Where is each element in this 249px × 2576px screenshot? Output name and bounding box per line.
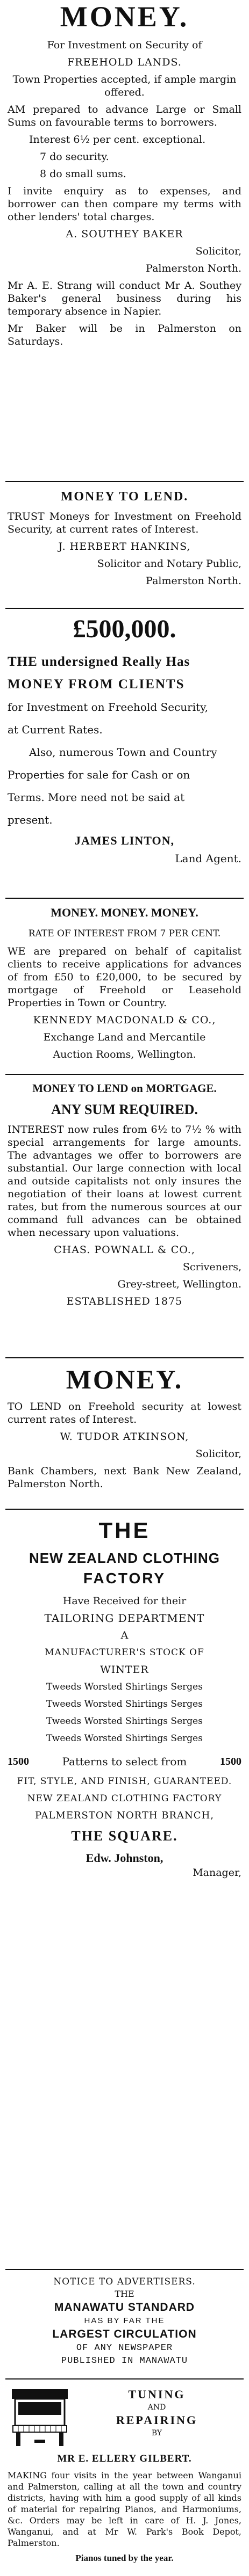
ad-text: Terms. More need not be said at bbox=[8, 791, 185, 804]
ad-text: present. bbox=[8, 813, 53, 826]
advertiser-place: Palmerston North. bbox=[146, 263, 241, 274]
ad-text: at Current Rates. bbox=[8, 723, 103, 736]
advertiser-role: Scriveners, bbox=[182, 1261, 241, 1273]
ad-atkinson bbox=[0, 1364, 249, 1495]
stock-line: Tweeds Worsted Shirtings Serges bbox=[46, 1699, 203, 1709]
column-rule bbox=[5, 898, 244, 899]
ad-text: offered. bbox=[104, 86, 145, 98]
patterns-count: 1500 bbox=[8, 1756, 29, 1767]
advertiser-name: J. HERBERT HANKINS, bbox=[58, 541, 191, 552]
ad-heading: ANY SUM REQUIRED. bbox=[51, 1102, 198, 1117]
ad-title: MONEY TO LEND on MORTGAGE. bbox=[32, 1082, 217, 1095]
column-rule bbox=[5, 608, 244, 609]
advertiser-name: CHAS. POWNALL & CO., bbox=[54, 1244, 195, 1256]
ad-body: AM prepared to advance Large or Small Sums on favourable terms to borrowers. bbox=[8, 104, 241, 128]
column-rule bbox=[5, 1509, 244, 1510]
column-rule bbox=[5, 2269, 244, 2270]
service-title: REPAIRING bbox=[116, 2413, 198, 2427]
established-line: ESTABLISHED 1875 bbox=[66, 1296, 183, 1307]
ad-text: PUBLISHED IN MANAWATU bbox=[61, 2356, 188, 2366]
rate-line: 8 do small sums. bbox=[40, 168, 126, 180]
ad-title: MONEY. MONEY. MONEY. bbox=[51, 906, 198, 919]
ad-body: Mr A. E. Strang will conduct Mr A. Southey Baker's general business during his temporary absence in Napier. bbox=[8, 280, 241, 317]
ad-title: £500,000. bbox=[73, 615, 176, 643]
ad-body: TRUST Moneys for Investment on Freehold Security, at current rates of Interest. bbox=[8, 511, 241, 535]
ad-pownall bbox=[0, 1080, 249, 1312]
advertiser-place: Bank Chambers, next Bank New Zealand, Palmerston North. bbox=[8, 1465, 241, 1490]
company-name: FACTORY bbox=[83, 1570, 166, 1587]
ad-body: Mr Baker will be in Palmerston on Saturdays. bbox=[8, 323, 241, 347]
company-name: NEW ZEALAND CLOTHING bbox=[29, 1550, 220, 1566]
stock-line: Tweeds Worsted Shirtings Serges bbox=[46, 1716, 203, 1727]
ad-text: MONEY FROM CLIENTS bbox=[8, 677, 185, 692]
newspaper-name: MANAWATU STANDARD bbox=[54, 2301, 195, 2313]
ad-macdonald bbox=[0, 904, 249, 1065]
ad-subtitle: FREEHOLD LANDS. bbox=[67, 56, 182, 68]
advertiser-name: A. SOUTHEY BAKER bbox=[66, 228, 183, 240]
ad-text: Properties for sale for Cash or on bbox=[8, 768, 190, 781]
stock-line: Tweeds Worsted Shirtings Serges bbox=[46, 1682, 203, 1692]
guarantee-line: FIT, STYLE, AND FINISH, GUARANTEED. bbox=[17, 1776, 232, 1787]
ad-text: MANUFACTURER'S STOCK OF bbox=[45, 1647, 204, 1658]
column-rule bbox=[5, 1357, 244, 1358]
ad-title: THE bbox=[98, 1518, 151, 1543]
ad-clothing-factory bbox=[0, 1517, 249, 1883]
ad-text: Also, numerous Town and Country bbox=[29, 746, 217, 759]
ad-money-baker bbox=[0, 0, 249, 352]
advertiser-role: Solicitor and Notary Public, bbox=[97, 558, 241, 570]
column-rule bbox=[5, 2378, 244, 2379]
ad-footer: Pianos tuned by the year. bbox=[75, 2553, 174, 2563]
advertiser-role: Exchange Land and Mercantile bbox=[43, 1031, 206, 1043]
ad-title: MONEY. bbox=[66, 1364, 183, 1394]
advertiser-place: Grey-street, Wellington. bbox=[117, 1278, 241, 1290]
advertiser-name: JAMES LINTON, bbox=[75, 834, 174, 847]
address-line: THE SQUARE. bbox=[71, 1828, 178, 1844]
ad-text: TAILORING DEPARTMENT bbox=[44, 1612, 205, 1625]
ad-text: Town Properties accepted, if ample margin bbox=[12, 74, 237, 85]
ad-text: BY bbox=[151, 2429, 162, 2437]
ad-text: HAS BY FAR THE bbox=[84, 2316, 165, 2325]
rate-line: Interest 6½ per cent. exceptional. bbox=[29, 134, 206, 145]
company-name: NEW ZEALAND CLOTHING FACTORY bbox=[27, 1793, 222, 1804]
ad-piano-tuning bbox=[0, 2384, 249, 2565]
advertiser-role: Solicitor, bbox=[195, 1448, 241, 1460]
ad-text: RATE OF INTEREST FROM 7 PER CENT. bbox=[28, 928, 221, 939]
ad-title: MONEY TO LEND. bbox=[60, 490, 189, 504]
branch-line: PALMERSTON NORTH BRANCH, bbox=[35, 1810, 214, 1821]
advertiser-place: Palmerston North. bbox=[146, 575, 241, 587]
advertiser-role: Solicitor, bbox=[195, 245, 241, 257]
service-title: TUNING bbox=[128, 2388, 186, 2401]
advertiser-role: Land Agent. bbox=[175, 852, 241, 865]
column-rule bbox=[5, 1074, 244, 1075]
rate-line: 7 do security. bbox=[40, 151, 109, 163]
ad-text: for Investment on Freehold Security, bbox=[8, 701, 209, 714]
column-rule bbox=[5, 481, 244, 482]
ad-body: WE are prepared on behalf of capitalist clients to receive applications for advances of from £50 to £20,000, to be secured by mortgage of Freehold or Leasehold Properties in Town or Country. bbox=[8, 945, 241, 1009]
advertiser-name: W. TUDOR ATKINSON, bbox=[60, 1431, 189, 1443]
advertiser-place: Auction Rooms, Wellington. bbox=[53, 1049, 196, 1060]
advertiser-name: MR E. ELLERY GILBERT. bbox=[57, 2453, 192, 2464]
ad-text: NOTICE TO ADVERTISERS. bbox=[53, 2276, 196, 2287]
ad-body: TO LEND on Freehold security at lowest current rates of Interest. bbox=[8, 1401, 241, 1425]
advertiser-name: KENNEDY MACDONALD & CO., bbox=[33, 1014, 216, 1026]
stock-line: Tweeds Worsted Shirtings Serges bbox=[46, 1733, 203, 1744]
ad-text: WINTER bbox=[100, 1664, 149, 1676]
ad-text: THE undersigned Really Has bbox=[8, 654, 190, 669]
manager-role: Manager, bbox=[193, 1867, 241, 1879]
ad-subtitle: For Investment on Security of bbox=[47, 39, 202, 51]
ad-linton bbox=[0, 614, 249, 867]
ad-text: Have Received for their bbox=[62, 1595, 187, 1607]
ad-text: THE bbox=[115, 2289, 134, 2299]
ad-text: A bbox=[120, 1629, 129, 1641]
ad-manawatu-standard bbox=[0, 2275, 249, 2368]
ad-body: I invite enquiry as to expenses, and borrower can then compare my terms with other lenders' total charges. bbox=[8, 185, 241, 223]
ad-text: OF ANY NEWSPAPER bbox=[76, 2343, 173, 2353]
patterns-text: Patterns to select from bbox=[62, 1755, 187, 1768]
piano-illustration bbox=[8, 2384, 72, 2448]
ad-heading: LARGEST CIRCULATION bbox=[52, 2328, 197, 2340]
service-title: AND bbox=[147, 2403, 166, 2412]
patterns-count: 1500 bbox=[219, 1756, 241, 1767]
ad-body: MAKING four visits in the year between Wanganui and Palmerston, calling at all the town and country districts, having with him a good supply of all kinds of material for repairing Pianos, and Harmoniums, &c. Orders may be left in care of H. J. Jones, Wanganui, and at Mr W. Park's Book Depot, Palmerston. bbox=[8, 2470, 241, 2548]
patterns-line bbox=[8, 1753, 241, 1770]
ad-money-hankins bbox=[0, 489, 249, 592]
manager-name: Edw. Johnston, bbox=[86, 1851, 163, 1865]
ad-title: MONEY. bbox=[60, 1, 189, 33]
ad-body: INTEREST now rules from 6½ to 7½ % with special arrangements for large amounts. The advantages we offer to borrowers are substantial. Our large connection with local and outside capitalists not only insures the negotiation of their loans at lowest current rates, but from the numerous sources at our command full advances can be obtained when necessary upon valuations. bbox=[8, 1124, 241, 1239]
